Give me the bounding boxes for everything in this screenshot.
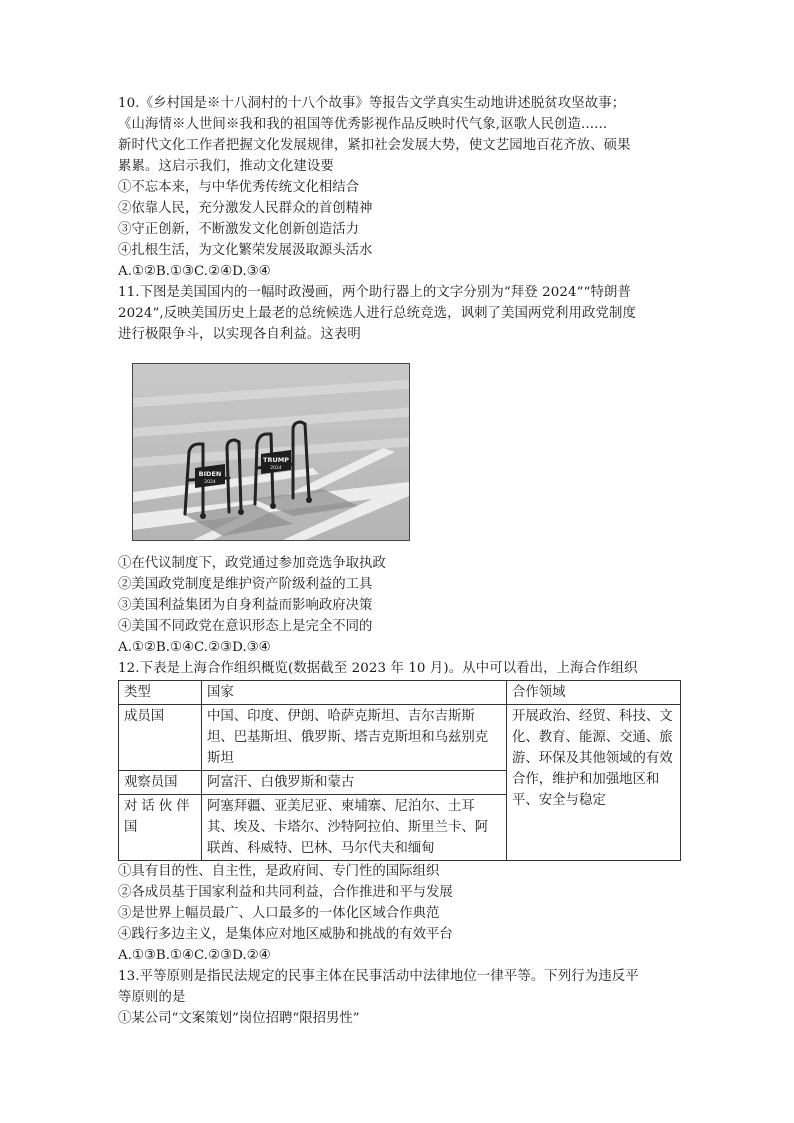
- q10-option: ②依靠人民，充分激发人民群众的首创精神: [118, 201, 373, 216]
- q10-option: ④扎根生活，为文化繁荣发展汲取源头活水: [118, 243, 373, 258]
- q13-stem-line: 等原则的是: [118, 990, 186, 1005]
- table-cell-fields: 开展政治、经贸、科技、文化、教育、能源、交通、旅游、环保及其他领域的有效合作，维护和加强地区和平、安全与稳定: [507, 705, 681, 861]
- q10-option: ③守正创新，不断激发文化创新创造活力: [118, 222, 360, 237]
- table-cell-countries: 阿富汗、白俄罗斯和蒙古: [202, 771, 507, 795]
- q12-option: ②各成员基于国家利益和共同利益，合作推进和平与发展: [118, 885, 453, 900]
- exam-page: [118, 93, 683, 1029]
- q12-stem-line: 12.下表是上海合作组织概览(数据截至 2023 年 10 月)。从中可以看出，上海合作组织: [118, 661, 638, 676]
- q11-stem-line: 2024”,反映美国历史上最老的总统候选人进行总统竞选，讽刺了美国两党利用政党制度: [118, 306, 636, 321]
- table-cell-countries: 中国、印度、伊朗、哈萨克斯坦、吉尔吉斯斯坦、巴基斯坦、俄罗斯、塔吉克斯坦和乌兹别克斯坦: [202, 705, 507, 771]
- q11-stem-line: 11.下图是美国国内的一幅时政漫画，两个助行器上的文字分别为“拜登 2024”“特朗普: [118, 285, 631, 300]
- table-header-row: [119, 681, 681, 705]
- table-cell-type: 观察员国: [119, 771, 202, 795]
- q12-option: ①具有目的性、自主性，是政府间、专门性的国际组织: [118, 864, 440, 879]
- table-cell-type: 对话伙伴国: [119, 795, 202, 861]
- table-header-cell: 国家: [202, 681, 507, 705]
- q10-stem-line: 《山海情※人世间※我和我的祖国等优秀影视作品反映时代气象,讴歌人民创造......: [118, 117, 608, 132]
- q10-stem-line: 新时代文化工作者把握文化发展规律，紧扣社会发展大势，使文艺园地百花齐放、硕果: [118, 138, 631, 153]
- trump-sign-year: 2024: [270, 466, 282, 471]
- table-header-cell: 合作领域: [507, 681, 681, 705]
- political-cartoon-image: [132, 363, 410, 541]
- q11-stem-line: 进行极限争斗，以实现各自利益。这表明: [118, 327, 361, 342]
- table-cell-countries: 阿塞拜疆、亚美尼亚、柬埔寨、尼泊尔、土耳其、埃及、卡塔尔、沙特阿拉伯、斯里兰卡、阿联酋、科威特、巴林、马尔代夫和缅甸: [202, 795, 507, 861]
- q10-answer-choices: A.①②B.①③C.②④D.③④: [118, 264, 271, 279]
- question-13: [118, 966, 683, 1029]
- biden-sign-year: 2024: [204, 480, 216, 485]
- q12-answer-choices: A.①③B.①④C.②③D.②④: [118, 948, 271, 963]
- q13-option: ①某公司“文案策划”岗位招聘“限招男性”: [118, 1011, 360, 1026]
- q11-option: ③美国利益集团为自身利益而影响政府决策: [118, 598, 373, 613]
- q12-option: ④践行多边主义，是集体应对地区威胁和挑战的有效平台: [118, 927, 453, 942]
- question-12: [118, 658, 683, 966]
- q10-option: ①不忘本来，与中华优秀传统文化相结合: [118, 180, 360, 195]
- question-10: [118, 93, 683, 282]
- q11-option: ②美国政党制度是维护资产阶级利益的工具: [118, 577, 373, 592]
- q13-stem-line: 13.平等原则是指民法规定的民事主体在民事活动中法律地位一律平等。下列行为违反平: [118, 969, 639, 984]
- table-cell-type: 成员国: [119, 705, 202, 771]
- q10-stem-line: 10.《乡村国是※十八洞村的十八个故事》等报告文学真实生动地讲述脱贫攻坚故事；: [118, 96, 626, 111]
- q11-option: ①在代议制度下，政党通过参加竞选争取执政: [118, 556, 386, 571]
- q11-option: ④美国不同政党在意识形态上是完全不同的: [118, 619, 373, 634]
- trump-sign-text: TRUMP: [263, 456, 289, 464]
- walker-cartoon-illustration: [133, 364, 409, 540]
- biden-sign-text: BIDEN: [198, 470, 222, 478]
- question-11: [118, 282, 683, 658]
- q11-answer-choices: A.①②B.①④C.②③D.③④: [118, 640, 271, 655]
- table-row: [119, 705, 681, 771]
- sco-overview-table: [118, 680, 681, 861]
- table-header-cell: 类型: [119, 681, 202, 705]
- q10-stem-line: 累累。这启示我们，推动文化建设要: [118, 159, 334, 174]
- q12-option: ③是世界上幅员最广、人口最多的一体化区域合作典范: [118, 906, 440, 921]
